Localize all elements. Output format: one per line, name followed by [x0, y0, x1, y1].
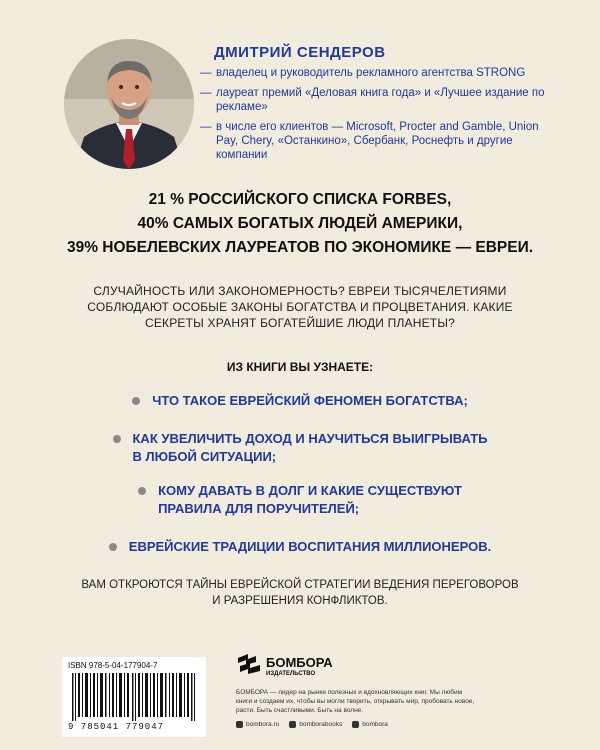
barcode-number: 9 785041 779047 [68, 722, 165, 732]
globe-icon [236, 721, 243, 728]
headline-line: 39% НОБЕЛЕВСКИХ ЛАУРЕАТОВ ПО ЭКОНОМИКЕ — ЕВРЕИ. [66, 239, 534, 256]
bio-item-text: в числе его клиентов — Microsoft, Procter and Gamble, Union Pay, Chery, «Останкино», Сбербанк, Роснефть и другие компании [216, 121, 539, 161]
lesson-item [0, 392, 600, 410]
publisher-subtitle: ИЗДАТЕЛЬСТВО [266, 671, 316, 677]
social-instagram[interactable]: bomborabooks [289, 721, 342, 728]
lesson-item [0, 430, 600, 466]
headline [0, 188, 600, 260]
intro-text: СЛУЧАЙНОСТЬ ИЛИ ЗАКОНОМЕРНОСТЬ? ЕВРЕИ ТЫСЯЧЕЛЕТИЯМИ СОБЛЮДАЮТ ОСОБЫЕ ЗАКОНЫ БОГАТСТВА И ПРОЦВЕТАНИЯ. КАКИЕ СЕКРЕТЫ ХРАНЯТ БОГАТЕЙШИЕ ЛЮДИ ПЛАНЕТЫ? [87, 284, 513, 330]
bullet-icon [109, 543, 117, 551]
outro-text: ВАМ ОТКРОЮТСЯ ТАЙНЫ ЕВРЕЙСКОЙ СТРАТЕГИИ ВЕДЕНИЯ ПЕРЕГОВОРОВ И РАЗРЕШЕНИЯ КОНФЛИКТОВ. [81, 579, 519, 607]
bullet-icon [113, 435, 121, 443]
barcode-bars [72, 673, 196, 721]
lesson-text: КОМУ ДАВАТЬ В ДОЛГ И КАКИЕ СУЩЕСТВУЮТ ПРАВИЛА ДЛЯ ПОРУЧИТЕЛЕЙ; [158, 483, 462, 516]
headline-line: 21 % РОССИЙСКОГО СПИСКА FORBES, [148, 191, 452, 208]
bio-item-text: лауреат премий «Деловая книга года» и «Лучшее издание по рекламе» [216, 87, 545, 113]
lesson-text: ЕВРЕЙСКИЕ ТРАДИЦИИ ВОСПИТАНИЯ МИЛЛИОНЕРОВ. [128, 539, 492, 554]
instagram-icon [289, 721, 296, 728]
social-site[interactable]: bombora.ru [236, 721, 279, 728]
lesson-text: КАК УВЕЛИЧИТЬ ДОХОД И НАУЧИТЬСЯ ВЫИГРЫВАТЬ В ЛЮБОЙ СИТУАЦИИ; [132, 431, 488, 464]
lesson-item [0, 482, 600, 518]
bullet-icon [132, 397, 140, 405]
bio-item: — в числе его клиентов — Microsoft, Procter and Gamble, Union Pay, Chery, «Останкино», Сбербанк, Роснефть и другие компании [200, 121, 539, 161]
vk-icon [352, 721, 359, 728]
social-vk[interactable]: bombora [352, 721, 388, 728]
barcode [62, 657, 206, 737]
publisher-name: БОМБОРА [266, 655, 333, 670]
bio-item: — лауреат премий «Деловая книга года» и «Лучшее издание по рекламе» [200, 87, 545, 113]
bombora-logo-icon [236, 652, 262, 676]
author-name: ДМИТРИЙ СЕНДЕРОВ [214, 44, 386, 61]
author-bio [200, 66, 560, 168]
learn-title: ИЗ КНИГИ ВЫ УЗНАЕТЕ: [226, 360, 374, 374]
isbn-text: ISBN 978-5-04-177904-7 [68, 661, 158, 670]
lesson-text: ЧТО ТАКОЕ ЕВРЕЙСКИЙ ФЕНОМЕН БОГАТСТВА; [152, 393, 468, 408]
bullet-icon [138, 487, 146, 495]
social-links [236, 721, 388, 728]
headline-line: 40% САМЫХ БОГАТЫХ ЛЮДЕЙ АМЕРИКИ, [137, 215, 463, 232]
bio-item-text: владелец и руководитель рекламного агентства STRONG [216, 67, 526, 79]
publisher-description: БОМБОРА — лидер на рынке полезных и вдохновляющих книг. Мы любим книги и создаем их, чтобы вы могли творить, открывать мир, пробовать новое, расти. Быть счастливыми. Быть на волне. [236, 689, 475, 714]
bio-item: — владелец и руководитель рекламного агентства STRONG [200, 67, 526, 79]
lesson-item [0, 538, 600, 556]
author-photo [64, 39, 194, 169]
